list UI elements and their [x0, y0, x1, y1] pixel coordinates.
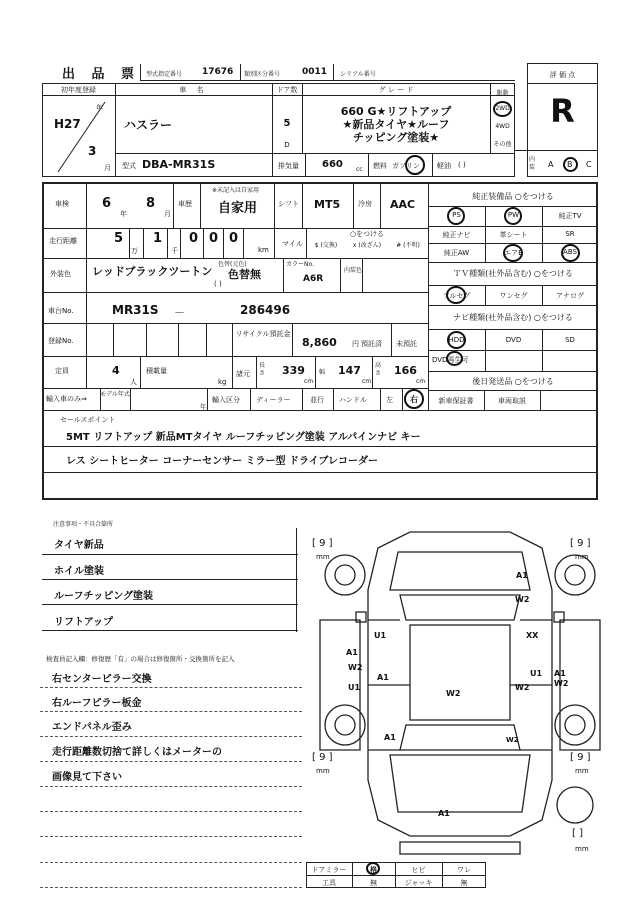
width-unit: cm	[362, 378, 372, 385]
equip-abs[interactable]: ABS	[563, 248, 577, 256]
model-cert-no: 17676	[202, 67, 234, 77]
equip-pw[interactable]: PW	[507, 211, 520, 219]
recycle-unpaid[interactable]: 未預託	[396, 340, 417, 348]
tread-rl: [ 9 ]	[312, 752, 333, 763]
import-type-label: 輸入区分	[212, 396, 240, 404]
tool-value: 無	[370, 879, 377, 887]
ac: AAC	[390, 198, 416, 211]
grade-line3: チッピング塗装★	[352, 131, 440, 144]
mark-5: A1	[346, 648, 358, 657]
tv-title: ＴＶ種類(社外品含む) ○をつける	[453, 269, 573, 278]
equip-pw-circle	[504, 207, 522, 225]
first-reg-month: 3	[88, 144, 97, 158]
shaken-month-unit: 月	[164, 210, 171, 218]
mileage-digit-5: 0	[229, 231, 239, 246]
handle-left[interactable]: 左	[386, 396, 393, 404]
tread-rl-value: 9	[319, 752, 326, 763]
mile-label[interactable]: マイル	[282, 240, 303, 248]
kind-note: ※未記入は自家用	[212, 187, 260, 194]
dvd-play-circle	[446, 351, 463, 366]
equip-airbag[interactable]: エアB	[504, 249, 523, 257]
drive-other[interactable]: その他	[493, 141, 512, 148]
fuel-gas-circle	[405, 155, 425, 175]
mark-1: A1	[516, 571, 528, 580]
eval-score: R	[550, 92, 575, 130]
mileage-digit-2: 1	[153, 231, 163, 246]
shift: MT5	[314, 198, 341, 211]
mark-11: A1	[554, 669, 566, 678]
displacement: 660	[322, 159, 343, 170]
color-paren: ( )	[214, 280, 222, 288]
grade-line2: ★新品タイヤ★ルーフ	[342, 118, 450, 131]
inspector-item-5: 画像見て下さい	[52, 772, 122, 783]
equip-leather[interactable]: 革シート	[499, 231, 528, 239]
import-dealer[interactable]: ディーラー	[256, 396, 291, 404]
doors-label: ドア数	[276, 86, 298, 94]
sales-label: セールスポイント	[60, 416, 116, 424]
note-item-2: ホイル塗装	[54, 566, 104, 577]
navi-dvd[interactable]: DVD	[505, 336, 522, 344]
car-name-label: 車 名	[179, 86, 208, 94]
chassis-dash: －	[174, 306, 185, 319]
first-reg-label: 初年度登録	[61, 86, 96, 94]
grade-label: グ レ ー ド	[378, 86, 414, 94]
color-no-label: カラーNo.	[286, 261, 314, 268]
displacement-unit: cc	[356, 166, 363, 173]
model-year-label: モデル年式	[100, 391, 130, 398]
post-manual[interactable]: 車両取説	[498, 397, 526, 405]
model-label: 型式	[122, 162, 136, 170]
capacity: 4	[112, 364, 120, 377]
inspector-item-1: 右センターピラー交換	[52, 674, 152, 685]
width-label: 幅	[319, 369, 326, 376]
tread-spare: [ ]	[572, 828, 583, 839]
import-parallel[interactable]: 並行	[310, 396, 324, 404]
length-label: 長さ	[259, 362, 266, 377]
mark-15: A1	[438, 809, 450, 818]
door-mirror-circle	[366, 862, 380, 875]
equip-title: 純正装備品 ○をつける	[472, 192, 554, 201]
navi-hdd-circle	[447, 331, 466, 349]
drive-2wd-circle	[493, 101, 512, 117]
handle-right-circle	[404, 389, 424, 409]
capacity-unit: 人	[130, 378, 137, 386]
tread-fl: [ 9 ]	[312, 538, 333, 549]
crack-label: ヒビ	[411, 866, 426, 874]
model-cert-label: 型式指定番号	[146, 71, 183, 78]
load-unit: kg	[218, 378, 227, 386]
chassis-model: MR31S	[112, 303, 159, 317]
inspector-label: 検査員記入欄：修復歴「有」の場合は修復箇所・交換箇所を記入	[46, 655, 235, 663]
fuel-paren: ( )	[458, 161, 466, 169]
equip-sr[interactable]: SR	[565, 230, 575, 238]
mark-8: W2	[348, 663, 363, 672]
tread-fr-unit: mm	[575, 553, 589, 561]
notes-label: 注意事項・不具合箇所	[53, 521, 114, 528]
mark-7: A1	[377, 673, 389, 682]
mark-4: XX	[526, 631, 539, 640]
mark-3: U1	[374, 631, 387, 640]
grade-line1: 660 G★リフトアップ	[340, 105, 452, 118]
mark-9: U1	[530, 669, 543, 678]
tread-fl-value: 9	[319, 538, 326, 549]
chassis-no: 286496	[240, 303, 291, 317]
color-no: A6R	[303, 274, 324, 284]
doors-suffix: D	[284, 141, 290, 149]
length-unit: cm	[304, 378, 314, 385]
shaken-month: 8	[146, 196, 156, 211]
interior-c[interactable]: C	[586, 160, 592, 169]
shaken-year: 6	[102, 196, 112, 211]
shift-label: シフト	[278, 200, 299, 208]
tread-spare-unit: mm	[575, 845, 589, 853]
note-item-3: ルーフチッピング塗装	[54, 591, 153, 602]
tread-rr: [ 9 ]	[570, 752, 591, 763]
navi-sd[interactable]: SD	[565, 336, 575, 344]
model: DBA-MR31S	[142, 158, 216, 171]
shaken-label: 車検	[55, 200, 69, 208]
car-diagram	[300, 520, 620, 860]
kind-label: 車歴	[178, 200, 192, 208]
mark-12: W2	[554, 679, 569, 688]
dvd-play[interactable]: DVD再生可	[432, 356, 469, 364]
inspector-item-2: 右ルーフピラー板金	[52, 698, 142, 709]
post-title: 後日発送品 ○をつける	[472, 377, 554, 386]
equip-ps-circle	[447, 207, 465, 225]
km-unit: km	[258, 246, 269, 254]
note-item-1: タイヤ新品	[54, 540, 104, 551]
interior-b[interactable]: B	[567, 160, 573, 169]
reg-slash	[50, 100, 110, 175]
meter-opt-tamper[interactable]: x (改ざん)	[352, 242, 382, 249]
class-no: 0011	[302, 67, 328, 77]
doors: 5	[283, 118, 291, 129]
chassis-label: 車台No.	[48, 307, 74, 315]
color-change: 色替無	[228, 268, 261, 281]
interior-a[interactable]: A	[548, 160, 554, 169]
int-color-label: 内装色	[344, 267, 363, 274]
tread-rl-unit: mm	[316, 767, 330, 775]
color: レッドブラックツートン	[92, 265, 213, 278]
recycle-amount: 8,860	[302, 336, 337, 349]
tv-oneseg[interactable]: ワンセグ	[499, 292, 528, 300]
equip-aw[interactable]: 純正AW	[443, 249, 470, 257]
recycle-unit: 円	[352, 340, 359, 348]
door-mirror-value: 格	[370, 866, 377, 874]
drive-4wd[interactable]: 4WD	[495, 123, 510, 130]
break-label: ワレ	[457, 866, 471, 874]
door-mirror-label: ドアミラー	[311, 866, 347, 874]
load-label: 積載量	[146, 367, 167, 375]
tv-fullseg-circle	[446, 286, 466, 304]
class-label: 類別区分番号	[244, 71, 281, 78]
height-unit: cm	[416, 378, 426, 385]
equip-airbag-circle	[503, 244, 523, 262]
displacement-label: 排気量	[278, 162, 299, 170]
recycle-paid[interactable]: 預託済	[361, 340, 382, 348]
color-label: 外装色	[50, 270, 71, 278]
handle-right[interactable]: 右	[410, 395, 418, 404]
tread-fl-unit: mm	[316, 553, 330, 561]
man-unit: 万	[131, 247, 138, 255]
meter-note: ○をつける	[349, 230, 385, 238]
fuel-gas[interactable]: ガソリン	[392, 162, 420, 170]
drive-label: 駆動	[496, 90, 509, 97]
capacity-label: 定員	[55, 367, 69, 375]
kind: 自家用	[218, 201, 258, 216]
form-title: 出 品 票	[62, 67, 141, 82]
interior-b-circle	[563, 157, 578, 172]
serial-label: シリアル番号	[340, 71, 376, 78]
inspector-item-4: 走行距離数切捨て詳しくはメーターの	[52, 747, 222, 758]
drive-2wd[interactable]: 2WD	[495, 105, 510, 112]
tv-fullseg[interactable]: フルセグ	[442, 292, 471, 300]
model-year-unit: 年	[200, 404, 207, 411]
note-item-4: リフトアップ	[54, 617, 113, 628]
meter-opt-exchange[interactable]: $ (交換)	[314, 242, 338, 249]
navi-title: ナビ種類(社外品含む) ○をつける	[453, 313, 573, 322]
tread-fr: [ 9 ]	[570, 538, 591, 549]
tool-label: 工具	[322, 879, 336, 887]
color-header: 色替(元色)	[218, 261, 247, 268]
month-suffix: 月	[104, 164, 111, 172]
sales-line1: 5MT リフトアップ 新品MTタイヤ ルーフチッピング塗装 アルパインナビ キー	[66, 432, 421, 443]
meter-opt-unknown[interactable]: # (不明)	[396, 242, 420, 249]
mark-16: W2	[506, 736, 519, 744]
jack-value: 無	[460, 879, 468, 887]
handle-label: ハンドル	[339, 396, 367, 404]
mileage-digit-4: 0	[209, 231, 219, 246]
mark-2: W2	[515, 595, 530, 604]
sen-unit: 千	[171, 247, 178, 255]
import-label: 輸入車のみ⇒	[46, 395, 87, 403]
mark-14: W2	[446, 689, 461, 698]
tread-fr-value: 9	[577, 538, 584, 549]
height: 166	[394, 364, 417, 377]
eval-label: 評 価 点	[549, 71, 576, 79]
navi-hdd[interactable]: HDD	[448, 336, 465, 344]
mark-13: A1	[384, 733, 396, 742]
equip-abs-circle	[561, 244, 580, 262]
car-name: ハスラー	[124, 118, 173, 132]
sales-line2: レス シートヒーター コーナーセンサー ミラー型 ドライブレコーダー	[66, 456, 379, 467]
reg-no-label: 登録No.	[48, 337, 74, 345]
height-label: 高さ	[375, 362, 382, 377]
post-warranty[interactable]: 新車保証書	[438, 397, 474, 405]
equip-navi[interactable]: 純正ナビ	[442, 231, 471, 239]
mileage-label: 走行距離	[49, 237, 77, 245]
shaken-year-unit: 年	[120, 210, 127, 218]
mark-6: U1	[348, 683, 361, 692]
tread-rr-value: 9	[577, 752, 584, 763]
width: 147	[338, 364, 361, 377]
interior-label: 内装	[529, 156, 536, 171]
mileage-digit-3: 0	[189, 231, 199, 246]
jack-label: ジャッキ	[404, 879, 433, 887]
year-suffix: 年	[96, 104, 103, 112]
dims-label: 諸元	[236, 370, 250, 378]
recycle-label: リサイクル預託金	[235, 330, 291, 338]
fuel-diesel[interactable]: 軽油	[437, 162, 451, 170]
inspector-item-3: エンドパネル歪み	[52, 722, 132, 733]
tv-analog[interactable]: アナログ	[556, 292, 584, 300]
equip-ps[interactable]: PS	[452, 211, 461, 219]
fuel-label: 燃料	[373, 162, 387, 170]
mileage-digit-1: 5	[114, 231, 124, 246]
tread-rr-unit: mm	[575, 767, 589, 775]
equip-tv[interactable]: 純正TV	[558, 212, 582, 220]
first-reg-year: H27	[54, 117, 81, 131]
ac-label: 冷房	[358, 200, 372, 208]
mark-10: W2	[515, 683, 530, 692]
length: 339	[282, 364, 305, 377]
